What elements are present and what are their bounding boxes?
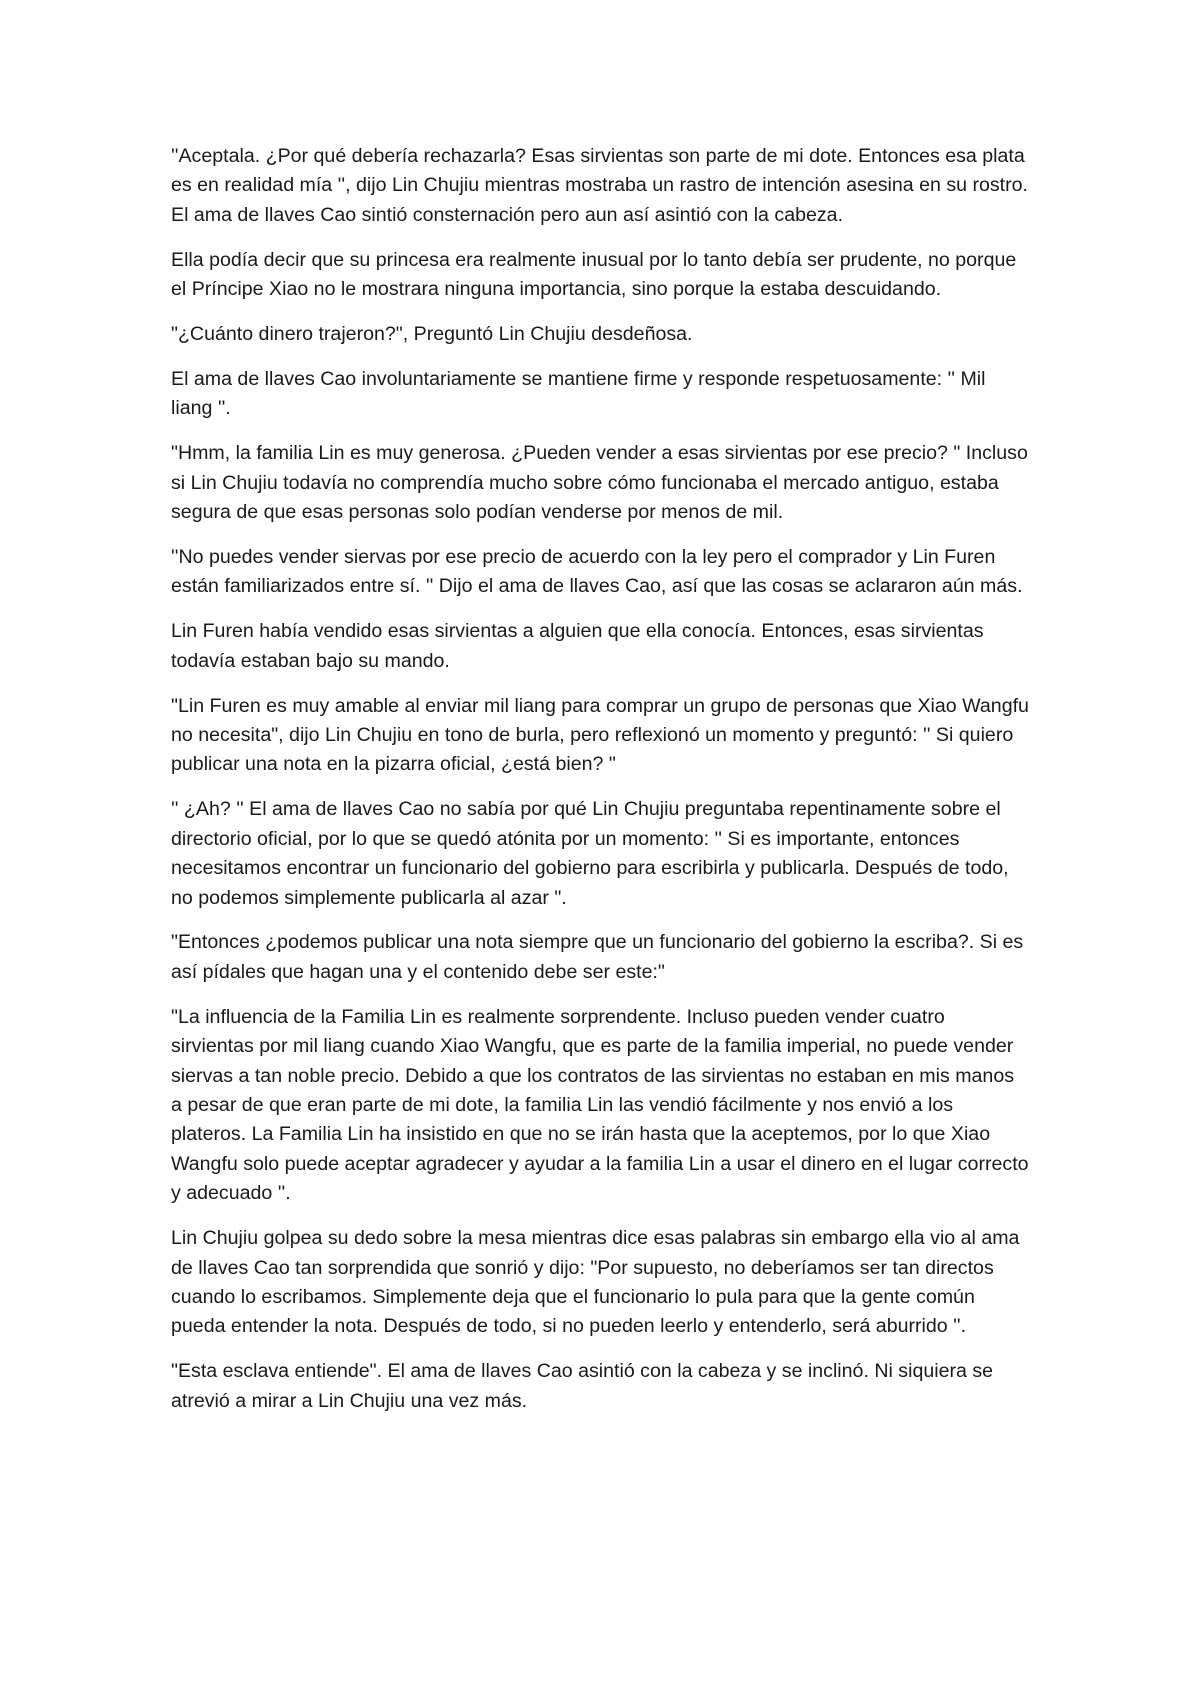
paragraph: Lin Chujiu golpea su dedo sobre la mesa mientras dice esas palabras sin embargo ella vio al ama de llaves Cao tan sorprendida que sonrió y dijo: "Por supuesto, no deberíamos ser tan directos cuando lo escribamos. Simplemente deja que el funcionario lo pula para que la gente común pueda entender la nota. Después de todo, si no pueden leerlo y entenderlo, será aburrido ''. (171, 1227, 1020, 1338)
paragraph: Ella podía decir que su princesa era realmente inusual por lo tanto debía ser prudente, no porque el Príncipe Xiao no le mostrara ninguna importancia, sino porque la estaba descuidando. (171, 248, 1017, 301)
paragraph: "Esta esclava entiende". El ama de llaves Cao asintió con la cabeza y se inclinó. Ni siquiera se atrevió a mirar a Lin Chujiu una vez más. (171, 1360, 994, 1412)
paragraph: Lin Furen había vendido esas sirvientas a alguien que ella conocía. Entonces, esas sirvientas todavía estaban bajo su mando. (171, 620, 984, 672)
paragraph: "La influencia de la Familia Lin es realmente sorprendente. Incluso pueden vender cuatro sirvientas por mil liang cuando Xiao Wangfu, que es parte de la familia imperial, no puede vender siervas a tan noble precio. Debido a que los contratos de las sirvientas no estaban en mis manos a pesar de que eran parte de mi dote, la familia Lin las vendió fácilmente y nos envió a los plateros. La Familia Lin ha insistido en que no se irán hasta que la aceptemos, por lo que Xiao Wangfu solo puede aceptar agradecer y ayudar a la familia Lin a usar el dinero en el lugar correcto y adecuado ''. (171, 1005, 1029, 1205)
document-body (171, 142, 1029, 1432)
paragraph: "Entonces ¿podemos publicar una nota siempre que un funcionario del gobierno la escriba?. Si es así pídales que hagan una y el contenido debe ser este:" (171, 931, 1024, 983)
paragraph: '' ¿Ah? '' El ama de llaves Cao no sabía por qué Lin Chujiu preguntaba repentinamente sobre el directorio oficial, por lo que se quedó atónita por un momento: '' Si es importante, entonces necesitamos encontrar un funcionario del gobierno para escribirla y publicarla. Después de todo, no podemos simplemente publicarla al azar ". (171, 798, 1009, 909)
paragraph: El ama de llaves Cao involuntariamente se mantiene firme y responde respetuosamente: '' Mil liang ''. (171, 367, 986, 420)
paragraph: ''Aceptala. ¿Por qué debería rechazarla? Esas sirvientas son parte de mi dote. Entonces esa plata es en realidad mía '', dijo Lin Chujiu mientras mostraba un rastro de intención asesina en su rostro. El ama de llaves Cao sintió consternación pero aun así asintió con la cabeza. (171, 145, 1028, 226)
paragraph: "¿Cuánto dinero trajeron?", Preguntó Lin Chujiu desdeñosa. (171, 323, 693, 346)
paragraph: ''No puedes vender siervas por ese precio de acuerdo con la ley pero el comprador y Lin Furen están familiarizados entre sí. '' Dijo el ama de llaves Cao, así que las cosas se aclararon aún más. (171, 545, 1023, 598)
paragraph: "Hmm, la familia Lin es muy generosa. ¿Pueden vender a esas sirvientas por ese precio? " Incluso si Lin Chujiu todavía no comprendía mucho sobre cómo funcionaba el mercado antiguo, estaba segura de que esas personas solo podían venderse por menos de mil. (171, 442, 1028, 524)
paragraph: "Lin Furen es muy amable al enviar mil liang para comprar un grupo de personas que Xiao Wangfu no necesita", dijo Lin Chujiu en tono de burla, pero reflexionó un momento y preguntó: '' Si quiero publicar una nota en la pizarra oficial, ¿está bien? " (171, 694, 1029, 776)
